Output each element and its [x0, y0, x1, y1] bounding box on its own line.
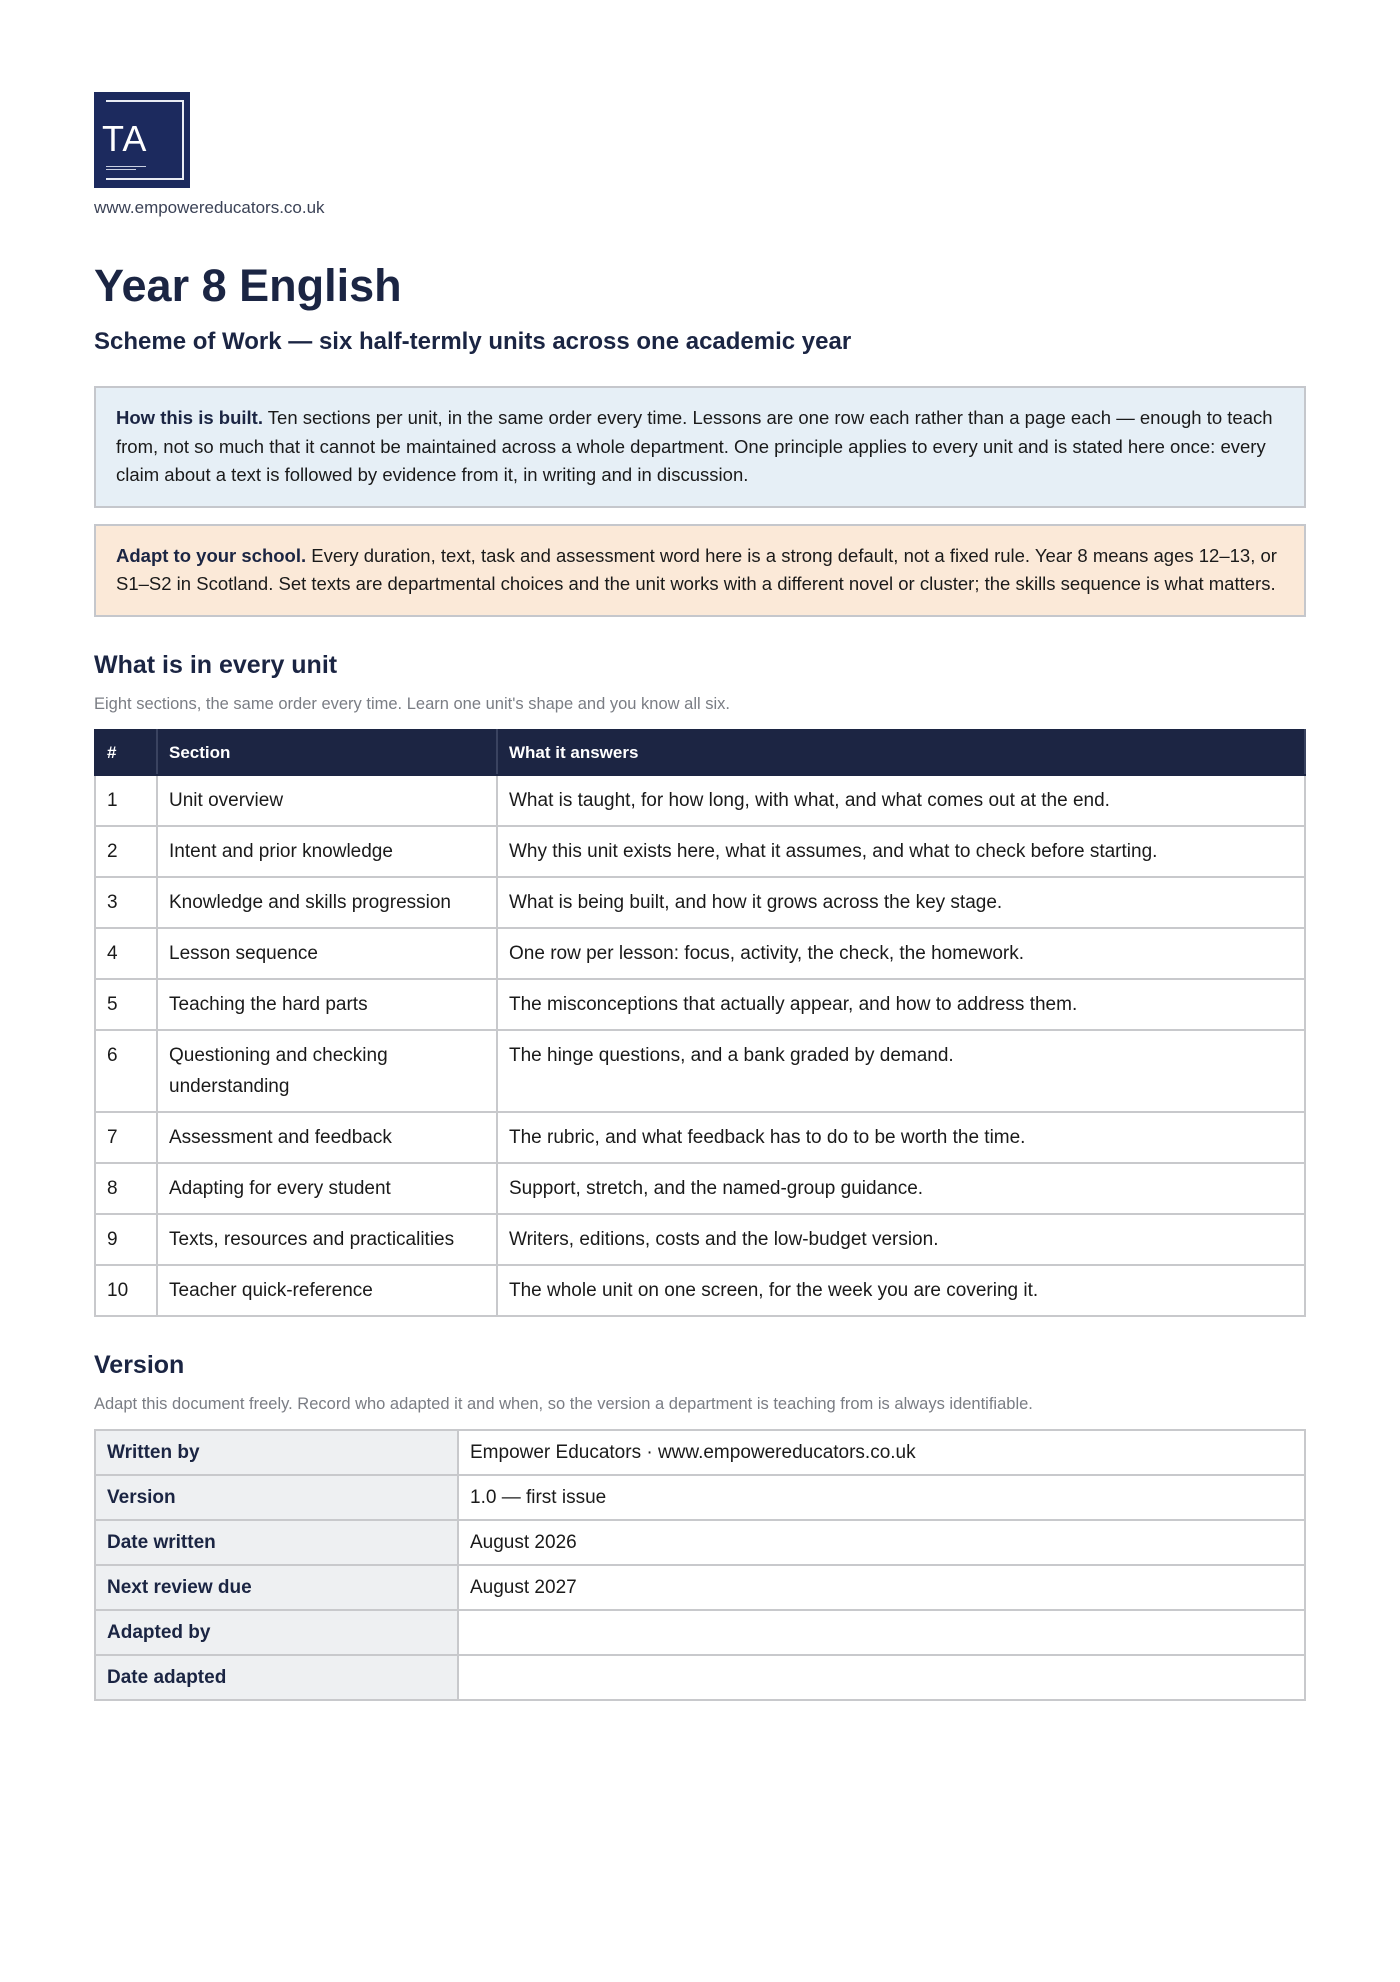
table-row: [95, 1112, 1305, 1163]
version-value: August 2026: [458, 1520, 1305, 1565]
row-section: Knowledge and skills progression: [157, 877, 497, 928]
version-row: [95, 1520, 1305, 1565]
version-value[interactable]: [458, 1655, 1305, 1700]
col-answers-header: What it answers: [497, 730, 1305, 775]
table-row: [95, 979, 1305, 1030]
row-number: 7: [95, 1112, 157, 1163]
row-number: 9: [95, 1214, 157, 1265]
sections-table: [94, 729, 1306, 1317]
version-key: Next review due: [95, 1565, 458, 1610]
version-key: Adapted by: [95, 1610, 458, 1655]
row-answers: The misconceptions that actually appear, and how to address them.: [497, 979, 1305, 1030]
version-row: [95, 1655, 1305, 1700]
table-row: [95, 1030, 1305, 1112]
row-number: 5: [95, 979, 157, 1030]
row-answers: What is taught, for how long, with what, and what comes out at the end.: [497, 775, 1305, 826]
page-subtitle: Scheme of Work — six half-termly units across one academic year: [94, 328, 852, 355]
row-number: 2: [95, 826, 157, 877]
row-answers: Why this unit exists here, what it assumes, and what to check before starting.: [497, 826, 1305, 877]
row-answers: The whole unit on one screen, for the week you are covering it.: [497, 1265, 1305, 1316]
row-number: 3: [95, 877, 157, 928]
site-url[interactable]: www.empowereducators.co.uk: [94, 198, 325, 217]
version-table: [94, 1429, 1306, 1701]
logo-tagline-mark: [106, 165, 146, 171]
unit-heading: What is in every unit: [94, 650, 338, 679]
table-row: [95, 1214, 1305, 1265]
row-number: 4: [95, 928, 157, 979]
adapt-text: Every duration, text, task and assessment word here is a strong default, not a fixed rule. Year 8 means ages 12–13, or S1–S2 in Scotland. Set texts are departmental choices and the unit works with a different novel or cluster; the skills sequence is what matters.: [116, 544, 1277, 594]
table-row: [95, 877, 1305, 928]
page-title: Year 8 English: [94, 260, 402, 311]
logo-tagline: [106, 165, 146, 172]
version-value[interactable]: [458, 1610, 1305, 1655]
row-number: 1: [95, 775, 157, 826]
logo: [94, 92, 190, 188]
row-section: Lesson sequence: [157, 928, 497, 979]
row-section: Teaching the hard parts: [157, 979, 497, 1030]
table-header-row: [95, 730, 1305, 775]
row-section: Teacher quick-reference: [157, 1265, 497, 1316]
adapt-lead: Adapt to your school.: [116, 544, 307, 566]
version-row: [95, 1610, 1305, 1655]
version-key: Version: [95, 1475, 458, 1520]
version-key: Written by: [95, 1430, 458, 1475]
row-answers: The rubric, and what feedback has to do to be worth the time.: [497, 1112, 1305, 1163]
version-value: 1.0 — first issue: [458, 1475, 1305, 1520]
row-answers: What is being built, and how it grows across the key stage.: [497, 877, 1305, 928]
adapt-callout: [94, 524, 1306, 617]
row-answers: Support, stretch, and the named-group guidance.: [497, 1163, 1305, 1214]
version-value: Empower Educators · www.empowereducators.co.uk: [458, 1430, 1305, 1475]
how-built-text: Ten sections per unit, in the same order every time. Lessons are one row each rather than a page each — enough to teach from, not so much that it cannot be maintained across a whole department. One principle applies to every unit and is stated here once: every claim about a text is followed by evidence from it, in writing and in discussion.: [116, 407, 1273, 485]
table-row: [95, 775, 1305, 826]
row-section: Texts, resources and practicalities: [157, 1214, 497, 1265]
table-row: [95, 928, 1305, 979]
row-section: Adapting for every student: [157, 1163, 497, 1214]
logo-monogram: TA: [102, 118, 148, 159]
version-key: Date written: [95, 1520, 458, 1565]
how-built-lead: How this is built.: [116, 407, 263, 428]
row-section: Assessment and feedback: [157, 1112, 497, 1163]
version-row: [95, 1475, 1305, 1520]
row-section: Intent and prior knowledge: [157, 826, 497, 877]
col-section-header: Section: [157, 730, 497, 775]
row-answers: One row per lesson: focus, activity, the check, the homework.: [497, 928, 1305, 979]
row-section: Questioning and checking understanding: [157, 1030, 497, 1112]
how-built-callout: [94, 386, 1306, 508]
table-row: [95, 1163, 1305, 1214]
unit-note: Eight sections, the same order every time. Learn one unit's shape and you know all six.: [94, 694, 730, 713]
col-number-header: #: [95, 730, 157, 775]
row-number: 8: [95, 1163, 157, 1214]
row-section: Unit overview: [157, 775, 497, 826]
row-number: 10: [95, 1265, 157, 1316]
table-row: [95, 826, 1305, 877]
version-row: [95, 1565, 1305, 1610]
version-key: Date adapted: [95, 1655, 458, 1700]
row-answers: The hinge questions, and a bank graded by demand.: [497, 1030, 1305, 1112]
version-heading: Version: [94, 1350, 185, 1379]
row-number: 6: [95, 1030, 157, 1112]
version-note: Adapt this document freely. Record who adapted it and when, so the version a department is teaching from is always identifiable.: [94, 1394, 1033, 1413]
row-answers: Writers, editions, costs and the low-budget version.: [497, 1214, 1305, 1265]
table-row: [95, 1265, 1305, 1316]
version-value: August 2027: [458, 1565, 1305, 1610]
version-row: [95, 1430, 1305, 1475]
